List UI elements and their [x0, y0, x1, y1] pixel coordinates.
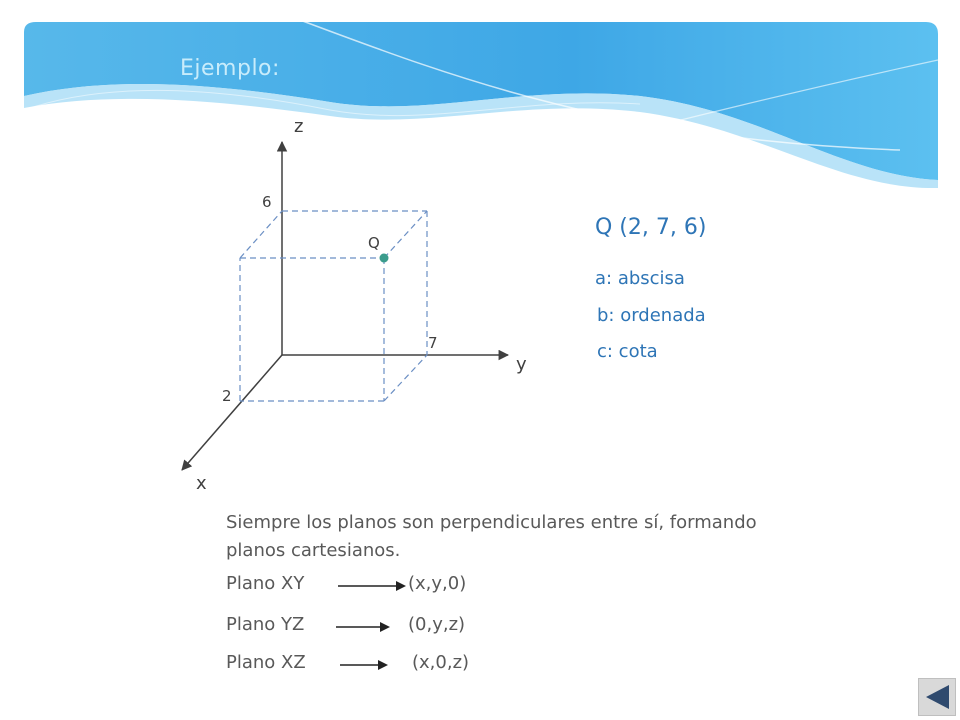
planes-note: Siempre los planos son perpendiculares entre sí, formando planos cartesianos.: [226, 512, 757, 561]
plane-name: Plano XZ: [226, 652, 306, 673]
arrow-icon: [336, 620, 406, 634]
point-q-marker: [380, 254, 389, 263]
point-coordinates: Q (2, 7, 6): [595, 215, 707, 240]
legend-abscisa: a: abscisa: [595, 268, 685, 289]
plane-name: Plano XY: [226, 573, 305, 594]
y-axis-label: y: [516, 354, 527, 375]
plane-value: (0,y,z): [408, 614, 466, 635]
arrow-icon: [338, 579, 408, 593]
y-tick-label: 7: [428, 334, 438, 352]
plane-name: Plano YZ: [226, 614, 305, 635]
back-button[interactable]: [918, 678, 956, 716]
plane-value: (x,y,0): [408, 573, 467, 594]
plane-row-xy: [226, 573, 546, 599]
plane-row-xz: [226, 652, 546, 678]
triangle-left-icon: [923, 683, 951, 711]
x-tick-label: 2: [222, 387, 232, 405]
plane-row-yz: [226, 614, 546, 640]
projection-box: [240, 211, 427, 401]
x-axis: [182, 355, 282, 470]
slide-title: Ejemplo:: [180, 56, 280, 81]
z-axis-label: z: [294, 116, 304, 137]
legend-cota: c: cota: [597, 341, 658, 362]
point-q-label: Q: [368, 234, 380, 252]
z-tick-label: 6: [262, 193, 272, 211]
arrow-icon: [340, 658, 410, 672]
x-axis-label: x: [196, 473, 207, 494]
plane-value: (x,0,z): [412, 652, 470, 673]
legend-ordenada: b: ordenada: [597, 305, 706, 326]
